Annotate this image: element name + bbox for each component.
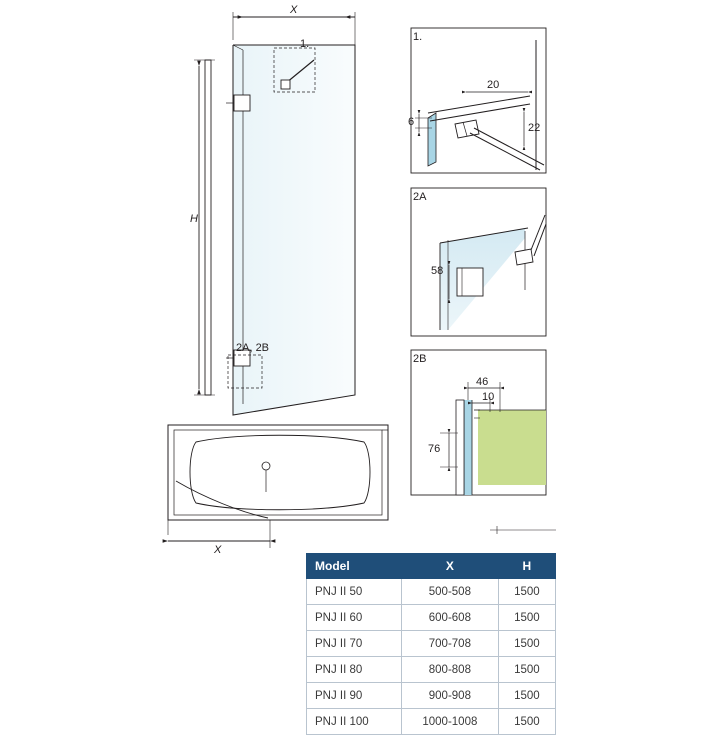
shower-screen-panel bbox=[233, 45, 355, 415]
main-view-height-dimension bbox=[194, 60, 215, 395]
detail-1-dim-20: 20 bbox=[487, 79, 500, 91]
cell-h: 1500 bbox=[498, 709, 555, 735]
cell-model: PNJ II 50 bbox=[307, 579, 402, 605]
detail-2b-title: 2B bbox=[413, 353, 427, 365]
main-view-height-label: H bbox=[190, 213, 198, 225]
wall-profile bbox=[205, 60, 211, 395]
callout-label-2ab: 2A, 2B bbox=[236, 342, 270, 354]
main-view-width-label: X bbox=[290, 4, 298, 16]
cell-h: 1500 bbox=[498, 683, 555, 709]
table-row bbox=[307, 657, 556, 683]
table-row bbox=[307, 683, 556, 709]
table-row bbox=[307, 631, 556, 657]
detail-2b-dim-46: 46 bbox=[476, 376, 489, 388]
table-header-model: Model bbox=[307, 554, 402, 579]
cell-x: 800-808 bbox=[402, 657, 499, 683]
cell-h: 1500 bbox=[498, 631, 555, 657]
table-pointer bbox=[490, 526, 556, 534]
callout-label-1: 1. bbox=[300, 38, 310, 50]
table-header-x: X bbox=[402, 554, 499, 579]
cell-model: PNJ II 70 bbox=[307, 631, 402, 657]
table-row bbox=[307, 709, 556, 735]
table-body bbox=[307, 579, 556, 735]
model-spec-table bbox=[306, 553, 556, 735]
plan-view-width-label: X bbox=[214, 544, 222, 556]
cell-x: 1000-1008 bbox=[402, 709, 499, 735]
table-row bbox=[307, 579, 556, 605]
detail-2a-dim-58: 58 bbox=[431, 265, 444, 277]
cell-h: 1500 bbox=[498, 605, 555, 631]
cell-model: PNJ II 60 bbox=[307, 605, 402, 631]
table-header-h: H bbox=[498, 554, 555, 579]
cell-model: PNJ II 80 bbox=[307, 657, 402, 683]
plan-view-bathtub bbox=[168, 425, 388, 548]
cell-model: PNJ II 90 bbox=[307, 683, 402, 709]
table-row bbox=[307, 605, 556, 631]
cell-x: 700-708 bbox=[402, 631, 499, 657]
cell-x: 900-908 bbox=[402, 683, 499, 709]
detail-2b-dim-10: 10 bbox=[482, 391, 495, 403]
detail-2a-title: 2A bbox=[413, 191, 427, 203]
detail-1-dim-6: 6 bbox=[408, 116, 415, 128]
cell-model: PNJ II 100 bbox=[307, 709, 402, 735]
detail-2b-dim-76: 76 bbox=[428, 443, 441, 455]
detail-1-title: 1. bbox=[413, 31, 423, 43]
cell-h: 1500 bbox=[498, 657, 555, 683]
cell-h: 1500 bbox=[498, 579, 555, 605]
cell-x: 500-508 bbox=[402, 579, 499, 605]
table-header-row bbox=[307, 554, 556, 579]
hinge-upper bbox=[226, 95, 250, 111]
detail-1-dim-22: 22 bbox=[528, 122, 541, 134]
cell-x: 600-608 bbox=[402, 605, 499, 631]
